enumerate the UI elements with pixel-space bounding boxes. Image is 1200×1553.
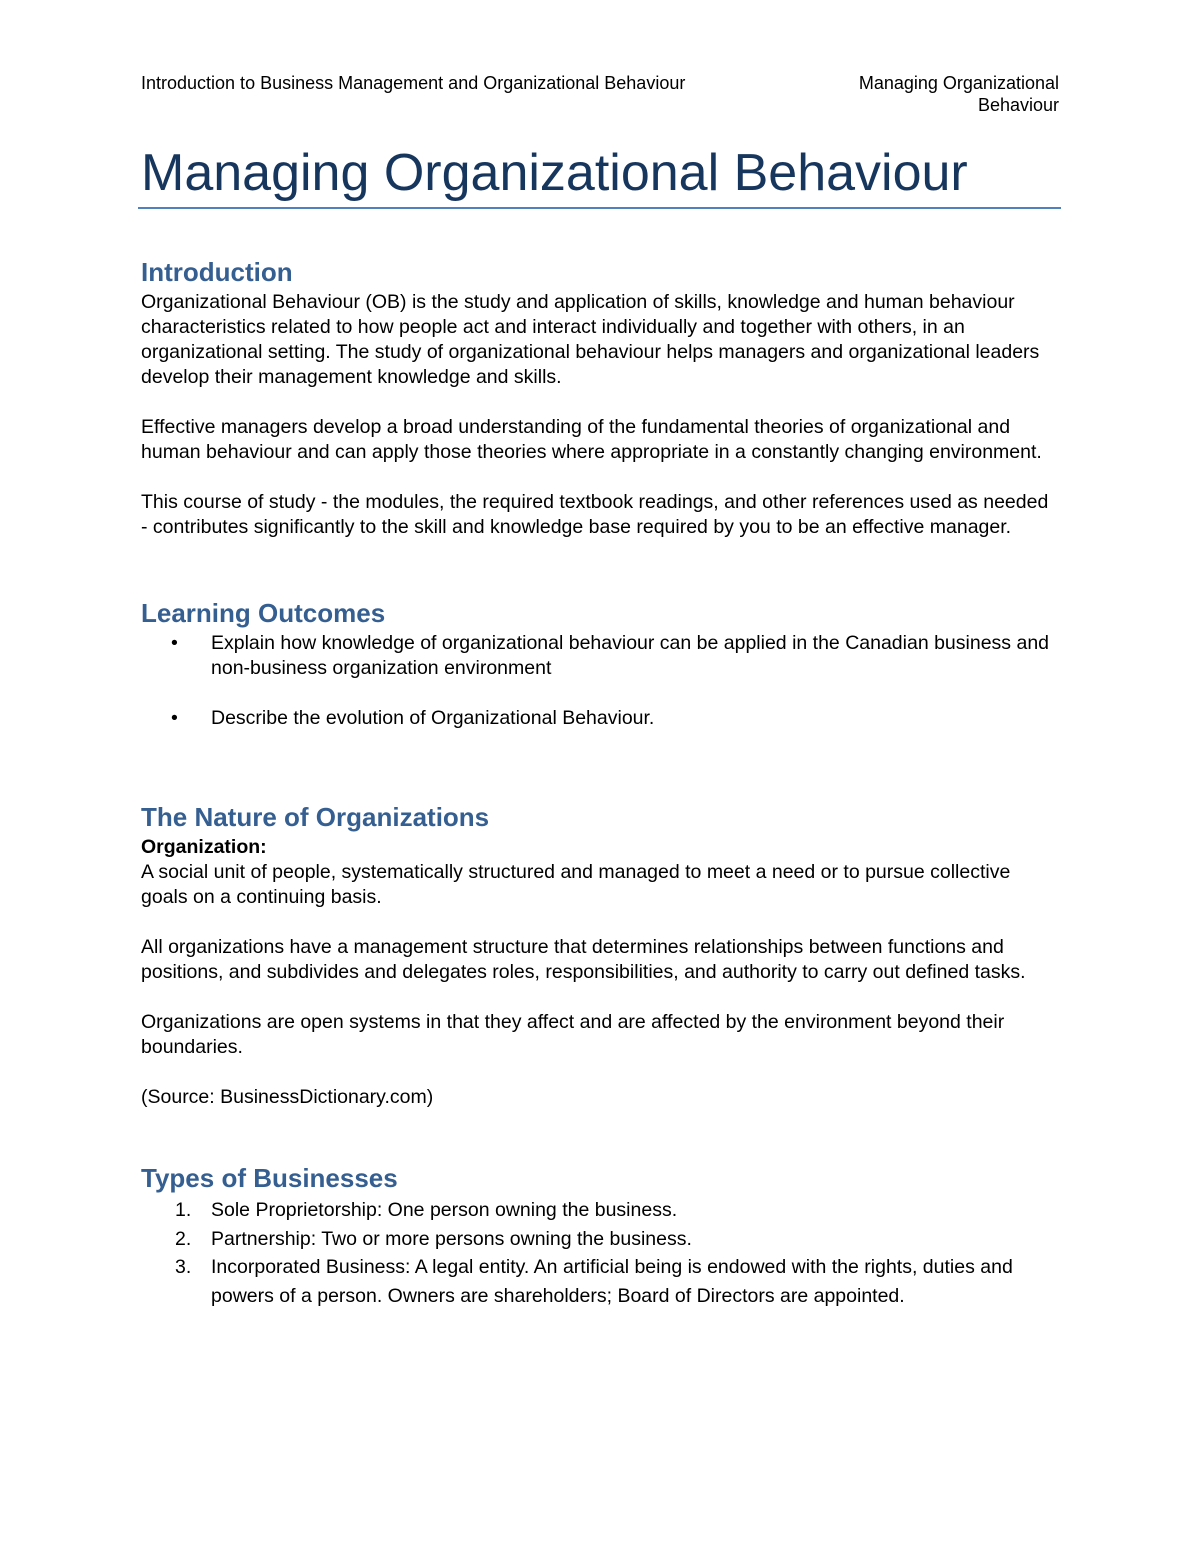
page-title: Managing Organizational Behaviour <box>141 144 968 202</box>
section-heading-nature: The Nature of Organizations <box>141 802 490 832</box>
intro-paragraph-1: Organizational Behaviour (OB) is the study and application of skills, knowledge and human behaviour characteristics related to how people act and interact individually and together with others, in an organizational setting. The study of organizational behaviour helps managers and organizational leaders develop their management knowledge and skills. <box>141 291 1040 388</box>
list-item-text: Sole Proprietorship: One person owning the business. <box>211 1199 678 1221</box>
learning-outcomes-list <box>141 631 1059 731</box>
list-item-text: Explain how knowledge of organizational behaviour can be applied in the Canadian business and non-business organization environment <box>211 632 1050 679</box>
list-item <box>141 631 1059 681</box>
nature-paragraph-3: Organizations are open systems in that they affect and are affected by the environment beyond their boundaries. <box>141 1011 1005 1058</box>
bullet-icon: • <box>171 632 178 654</box>
section-learning-outcomes <box>141 595 1059 731</box>
bullet-icon: • <box>171 707 178 729</box>
list-number: 2. <box>175 1227 192 1250</box>
section-heading-introduction: Introduction <box>141 257 293 287</box>
section-nature-of-organizations <box>141 799 1059 1110</box>
intro-paragraph-3: This course of study - the modules, the required textbook readings, and other references used as needed - contributes significantly to the skill and knowledge base required by you to be an effective manager. <box>141 491 1049 538</box>
list-item <box>141 1225 1059 1254</box>
section-heading-learning-outcomes: Learning Outcomes <box>141 598 386 628</box>
business-types-list <box>141 1196 1059 1310</box>
intro-paragraph-2: Effective managers develop a broad understanding of the fundamental theories of organizational and human behaviour and can apply those theories where appropriate in a constantly changing environment. <box>141 416 1042 463</box>
section-types-of-businesses <box>141 1160 1059 1310</box>
list-item <box>141 706 1059 731</box>
section-heading-types: Types of Businesses <box>141 1163 398 1193</box>
list-number: 3. <box>175 1256 192 1278</box>
header-module-title: Managing Organizational Behaviour <box>858 73 1059 115</box>
section-introduction <box>141 254 1059 540</box>
list-item-text: Describe the evolution of Organizational Behaviour. <box>211 707 655 729</box>
document-body <box>141 254 1059 1310</box>
definition-term: Organization: <box>141 836 267 858</box>
list-item-text: Partnership: Two or more persons owning the business. <box>211 1227 692 1250</box>
title-divider <box>138 207 1061 209</box>
list-item <box>141 1253 1059 1310</box>
nature-paragraph-1: A social unit of people, systematically structured and managed to meet a need or to pursue collective goals on a continuing basis. <box>141 861 1011 908</box>
header-course-title: Introduction to Business Management and Organizational Behaviour <box>141 73 686 93</box>
source-citation: (Source: BusinessDictionary.com) <box>141 1086 434 1108</box>
list-number: 1. <box>175 1199 192 1221</box>
nature-paragraph-2: All organizations have a management structure that determines relationships between functions and positions, and subdivides and delegates roles, responsibilities, and authority to carry out defined tasks. <box>141 936 1026 983</box>
list-item-text: Incorporated Business: A legal entity. An artificial being is endowed with the rights, duties and powers of a person. Owners are shareholders; Board of Directors are appointed. <box>211 1256 1013 1307</box>
list-item <box>141 1196 1059 1225</box>
